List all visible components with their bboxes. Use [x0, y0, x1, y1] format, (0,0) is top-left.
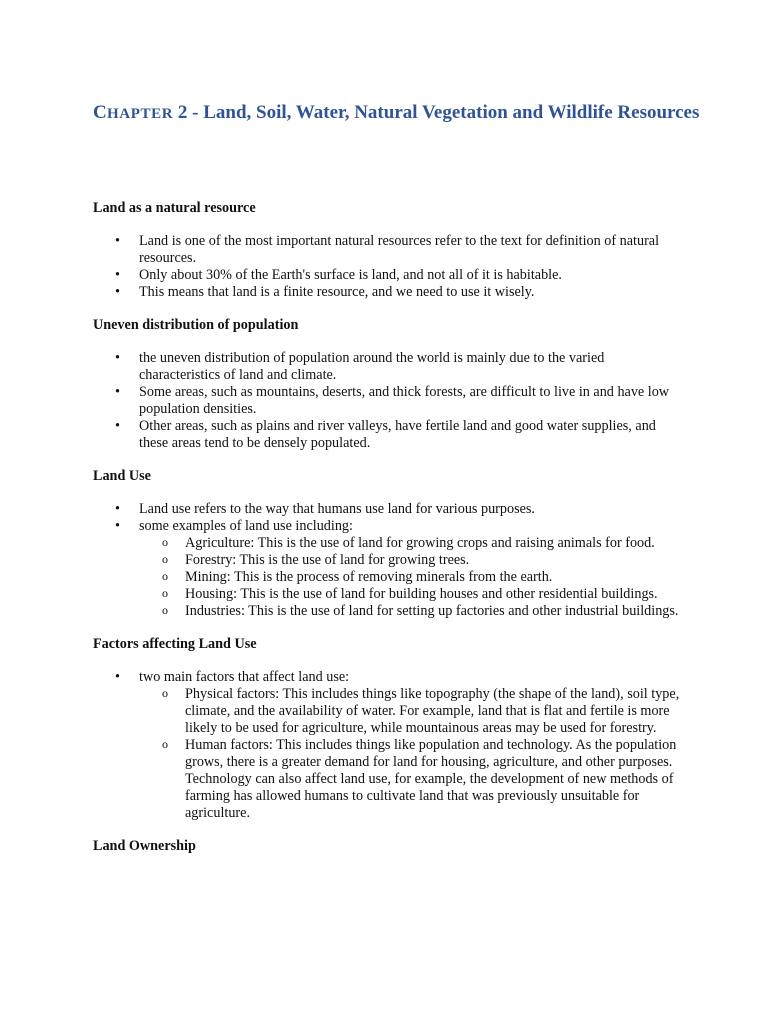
bullet-list [93, 233, 683, 301]
list-item: • Land use refers to the way that humans use land for various purposes. [93, 501, 683, 518]
section-heading: Land as a natural resource [93, 200, 256, 216]
sub-list-item: o Forestry: This is the use of land for growing trees. [139, 552, 683, 569]
list-item: • Land is one of the most important natural resources refer to the text for definition of natural resources. [93, 233, 683, 267]
sub-list-item: o Physical factors: This includes things like topography (the shape of the land), soil type, climate, and the availability of water. For example, land that is flat and fertile is more likely to be used for agriculture, while mountainous areas may be used for forestry. [139, 686, 683, 737]
document-body [93, 200, 683, 855]
section-heading: Factors affecting Land Use [93, 636, 257, 652]
list-item: • Other areas, such as plains and river valleys, have fertile land and good water supplies, and these areas tend to be densely populated. [93, 418, 683, 452]
title-smallcaps: HAPTER [107, 106, 174, 122]
sub-list-item: o Housing: This is the use of land for building houses and other residential buildings. [139, 586, 683, 603]
section-heading: Land Use [93, 468, 151, 484]
sub-list [139, 535, 683, 620]
section-heading: Uneven distribution of population [93, 317, 299, 333]
list-item-text: some examples of land use including: [139, 518, 353, 534]
list-item: • the uneven distribution of population around the world is mainly due to the varied characteristics of land and climate. [93, 350, 683, 384]
list-item: • Only about 30% of the Earth's surface is land, and not all of it is habitable. [93, 267, 683, 284]
sub-list-item: o Human factors: This includes things like population and technology. As the population grows, there is a greater demand for land for housing, agriculture, and other purposes. Technology can also affect land use, for example, the development of new methods of farming has allowed humans to cultivate land that was previously unsuitable for agriculture. [139, 737, 683, 822]
title-text: 2 - Land, Soil, Water, Natural Vegetation and Wildlife Resources [173, 102, 700, 123]
bullet-list [93, 669, 683, 822]
list-item [93, 518, 683, 620]
list-item-text: two main factors that affect land use: [139, 669, 350, 685]
title-initial: C [93, 102, 108, 123]
sub-list-item: o Industries: This is the use of land for setting up factories and other industrial buildings. [139, 603, 683, 620]
sub-list-item: o Mining: This is the process of removing minerals from the earth. [139, 569, 683, 586]
chapter-title [93, 100, 713, 127]
sub-list-item: o Agriculture: This is the use of land for growing crops and raising animals for food. [139, 535, 683, 552]
list-item: • Some areas, such as mountains, deserts, and thick forests, are difficult to live in and have low population densities. [93, 384, 683, 418]
bullet-list [93, 501, 683, 620]
list-item: • This means that land is a finite resource, and we need to use it wisely. [93, 284, 683, 301]
section-heading: Land Ownership [93, 838, 196, 854]
bullet-list [93, 350, 683, 452]
list-item [93, 669, 683, 822]
sub-list [139, 686, 683, 822]
